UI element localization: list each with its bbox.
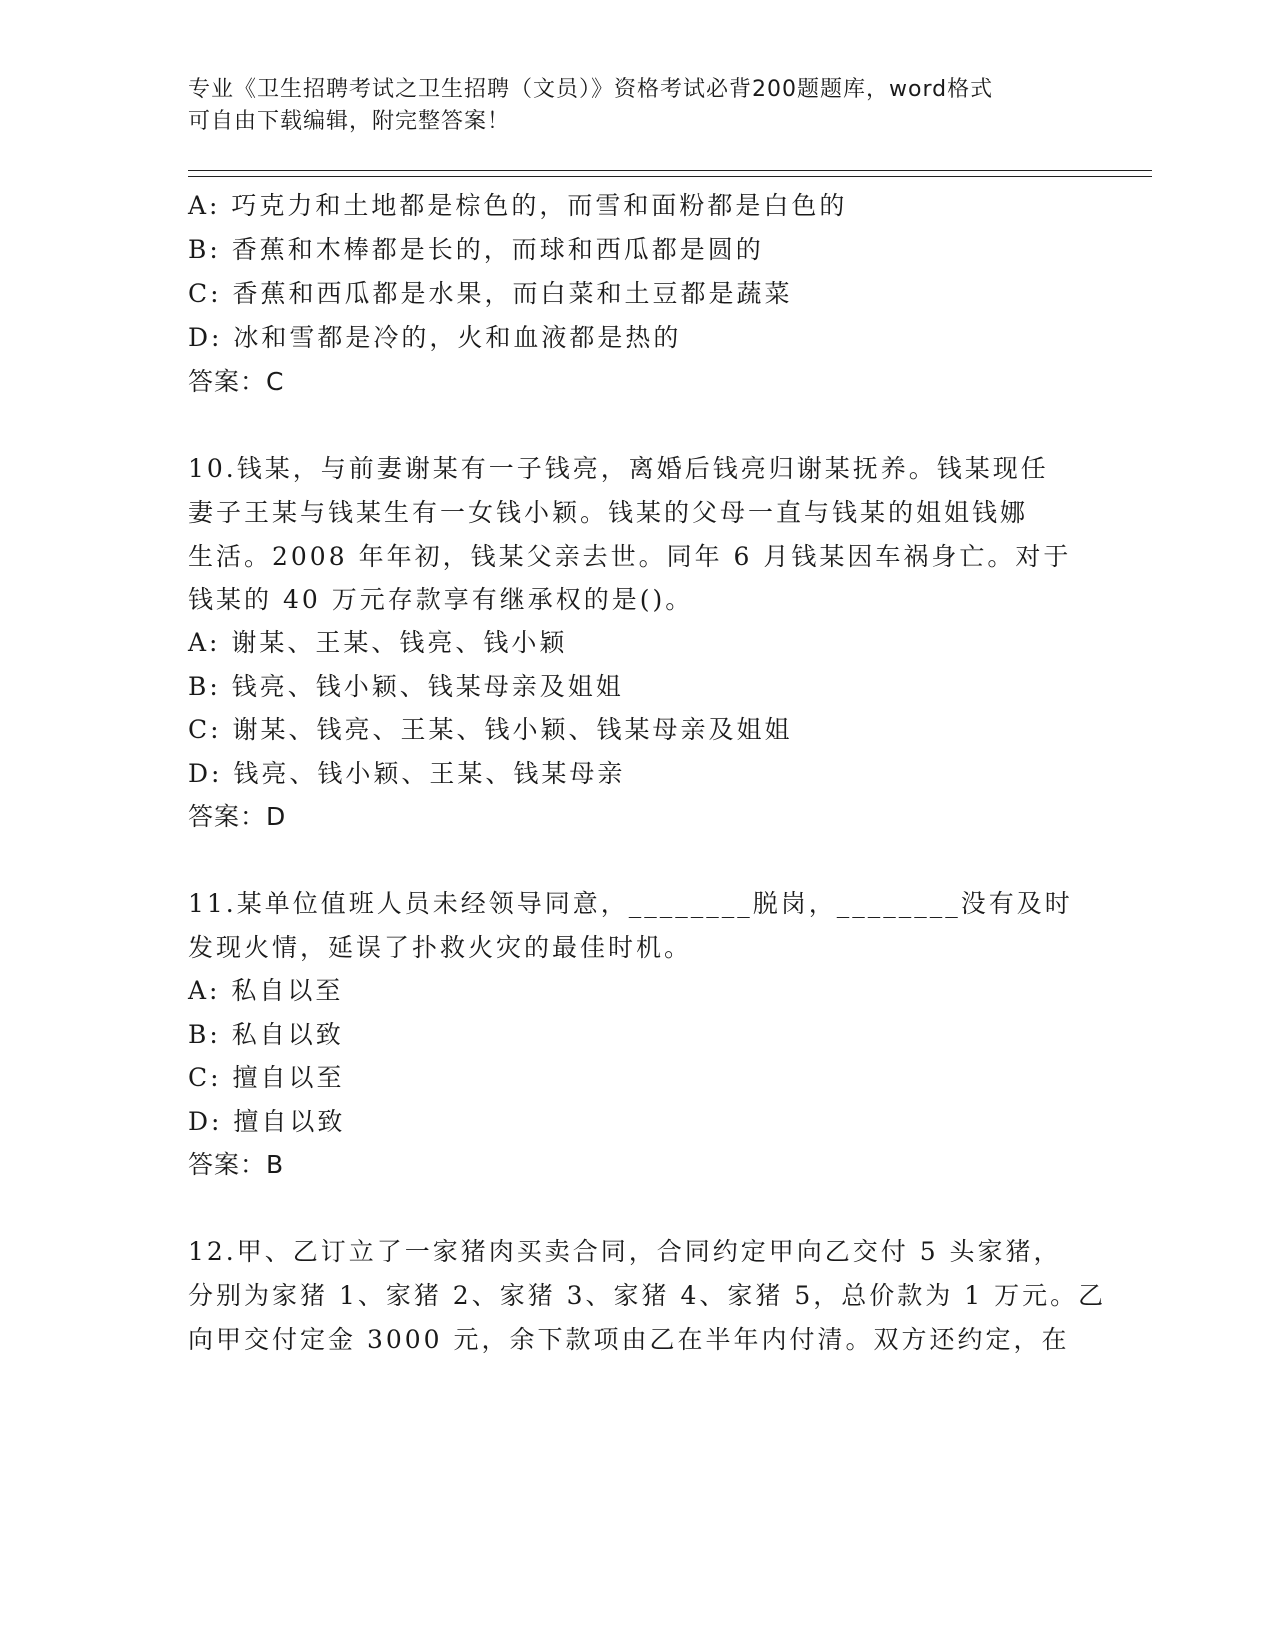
header-line-2: 可自由下载编辑，附完整答案！ bbox=[188, 109, 511, 134]
q10-option-b: B: 钱亮、钱小颖、钱某母亲及姐姐 bbox=[188, 672, 624, 701]
q9-option-a: A: 巧克力和土地都是棕色的，而雪和面粉都是白色的 bbox=[188, 191, 848, 220]
q10-stem-line-3: 生活。2008 年年初，钱某父亲去世。同年 6 月钱某因车祸身亡。对于 bbox=[188, 542, 1072, 571]
q11-option-b: B: 私自以致 bbox=[188, 1020, 344, 1049]
q10-answer: 答案：D bbox=[188, 802, 287, 831]
q11-option-d: D: 擅自以致 bbox=[188, 1107, 346, 1136]
q10-option-c: C: 谢某、钱亮、王某、钱小颖、钱某母亲及姐姐 bbox=[188, 715, 793, 744]
q9-option-d: D: 冰和雪都是冷的，火和血液都是热的 bbox=[188, 323, 682, 352]
header-rule-top bbox=[188, 170, 1152, 171]
q10-option-d: D: 钱亮、钱小颖、王某、钱某母亲 bbox=[188, 759, 626, 788]
q12-stem-line-1: 12.甲、乙订立了一家猪肉买卖合同，合同约定甲向乙交付 5 头家猪， bbox=[188, 1237, 1062, 1266]
q11-option-a: A: 私自以至 bbox=[188, 976, 344, 1005]
q12-stem-line-2: 分别为家猪 1、家猪 2、家猪 3、家猪 4、家猪 5，总价款为 1 万元。乙 bbox=[188, 1281, 1107, 1310]
document-header bbox=[188, 74, 1068, 138]
q10-stem-line-4: 钱某的 40 万元存款享有继承权的是()。 bbox=[188, 585, 694, 614]
q9-answer: 答案：C bbox=[188, 367, 285, 396]
q11-answer: 答案：B bbox=[188, 1150, 285, 1179]
q11-stem-line-1: 11.某单位值班人员未经领导同意，________脱岗，________没有及时 bbox=[188, 889, 1073, 918]
q9-option-c: C: 香蕉和西瓜都是水果，而白菜和土豆都是蔬菜 bbox=[188, 279, 793, 308]
q11-stem-line-2: 发现火情，延误了扑救火灾的最佳时机。 bbox=[188, 933, 693, 962]
q12-stem-line-3: 向甲交付定金 3000 元，余下款项由乙在半年内付清。双方还约定，在 bbox=[188, 1325, 1070, 1354]
header-line-1: 专业《卫生招聘考试之卫生招聘（文员）》资格考试必背200题题库，word格式 bbox=[188, 77, 994, 102]
header-rule-bottom bbox=[188, 176, 1152, 177]
q10-option-a: A: 谢某、王某、钱亮、钱小颖 bbox=[188, 628, 568, 657]
q10-stem-line-2: 妻子王某与钱某生有一女钱小颖。钱某的父母一直与钱某的姐姐钱娜 bbox=[188, 498, 1029, 527]
q10-stem-line-1: 10.钱某，与前妻谢某有一子钱亮，离婚后钱亮归谢某抚养。钱某现任 bbox=[188, 454, 1049, 483]
q11-option-c: C: 擅自以至 bbox=[188, 1063, 345, 1092]
q9-option-b: B: 香蕉和木棒都是长的，而球和西瓜都是圆的 bbox=[188, 235, 764, 264]
